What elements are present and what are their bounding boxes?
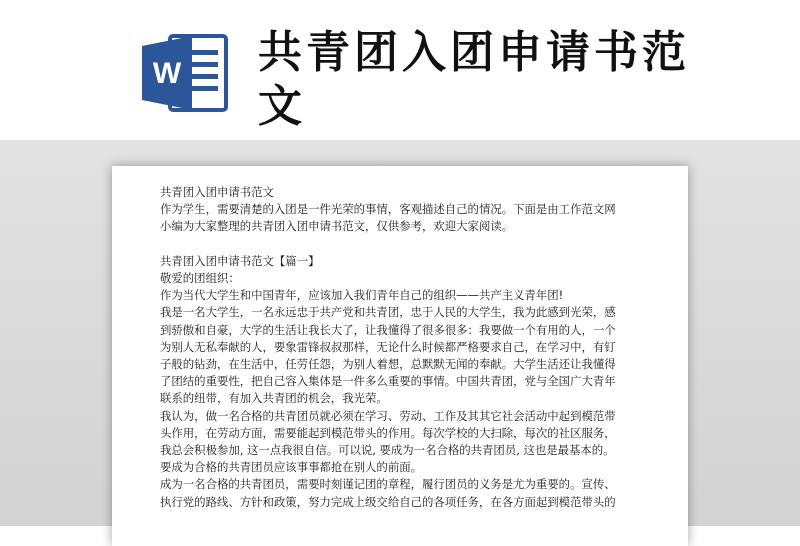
document-line: 敬爱的团组织： [160, 271, 240, 285]
document-line: 到骄傲和自豪，大学的生活让我长大了，让我懂得了很多很多：我要做一个有用的人，一个 [160, 322, 616, 337]
document-line: 小编为大家整理的共青团入团申请书范文，仅供参考，欢迎大家阅读。 [160, 219, 514, 234]
document-line: 作为学生，需要清楚的入团是一件光荣的事情，客观描述自己的情况。下面是由工作范文网 [160, 202, 616, 217]
document-line: 共青团入团申请书范文 [160, 185, 274, 199]
document-line: 要成为合格的共青团员应该事事都抢在别人的前面。 [160, 460, 422, 475]
document-line: 头作用，在劳动方面，需要能起到模范带头的作用。每次学校的大扫除，每次的社区服务， [160, 425, 616, 440]
word-document-icon [140, 32, 230, 114]
document-page [112, 166, 688, 546]
document-line: 成为一名合格的共青团员，需要时刻谨记团的章程，履行团员的义务是尤为重要的。宣传、 [160, 477, 616, 492]
page-title: 共青团入团申请书范文 [258, 27, 690, 132]
document-line: 为别人无私奉献的人，要象雷锋叔叔那样，无论什么时候都严格要求自己，在学习中，有钉 [160, 339, 616, 354]
document-line: 了团结的重要性，把自己容入集体是一件多么重要的事情。中国共青团，党与全国广大青年 [160, 374, 616, 389]
document-line: 联系的纽带，有加入共青团的机会，我光荣。 [160, 391, 388, 406]
document-line: 共青团入团申请书范文【篇一】 [160, 253, 320, 268]
document-line: 我总会积极参加, 这一点我很自信。可以说, 要成为一名合格的共青团员, 这也是最基本的。 [160, 443, 615, 458]
document-line: 执行党的路线、方针和政策，努力完成上级交给自己的各项任务，在各方面起到模范带头的 [160, 494, 616, 509]
document-body [160, 184, 660, 511]
document-line: 我是一名大学生，一名永远忠于共产党和共青团，忠于人民的大学生，我为此感到光荣，感 [160, 305, 616, 320]
document-line: 我认为，做一名合格的共青团员就必须在学习、劳动、工作及其其它社会活动中起到模范带 [160, 408, 616, 423]
svg-text:W: W [152, 57, 182, 90]
header-banner [0, 0, 800, 150]
document-line [160, 236, 660, 253]
document-line: 作为当代大学生和中国青年，应该加入我们青年自己的组织——共产主义青年团! [160, 288, 564, 303]
document-line: 子般的钻劲，在生活中，任劳任怨，为别人着想，总默默无闻的奉献。大学生活还让我懂得 [160, 357, 616, 372]
